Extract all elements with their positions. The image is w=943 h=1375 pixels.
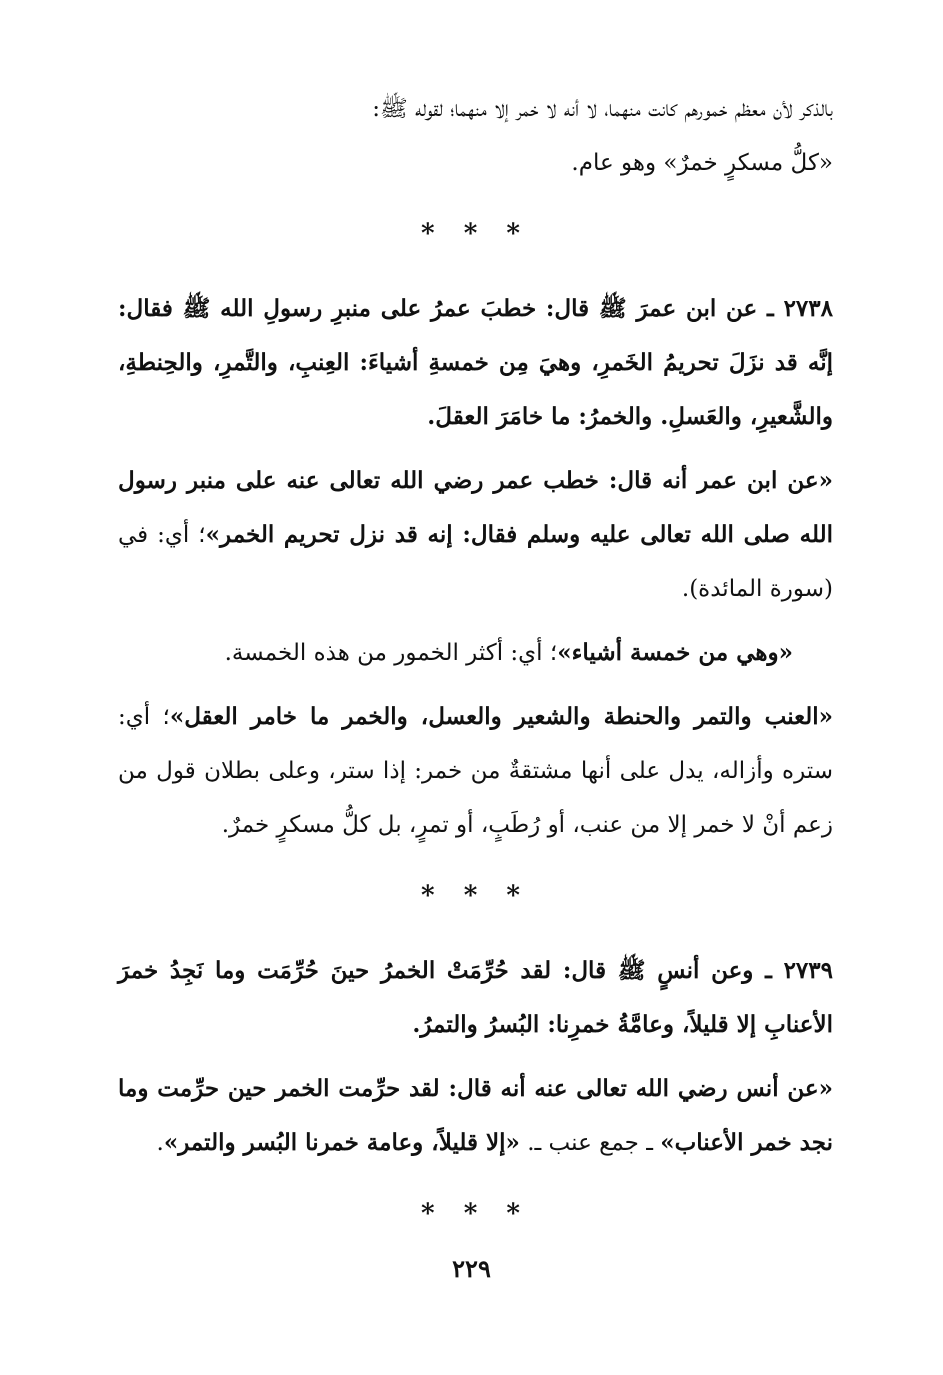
- commentary-end: .: [156, 1130, 164, 1156]
- commentary-quote: «عن أنس رضي الله تعالى عنه أنه قال: لقد حرِّمت الخمر حين حرِّمت وما نجد خمر الأعناب»: [118, 1075, 833, 1156]
- commentary-quote: «وهي من خمسة أشياء»: [557, 639, 793, 666]
- continuation-line-2: «كلُّ مسكرٍ خمرٌ» وهو عام.: [571, 150, 833, 176]
- continuation-paragraph: [118, 82, 833, 190]
- commentary-2738-paragraph-1: [118, 454, 833, 616]
- hadith-2739-text: ٢٧٣٩ ـ وعن أنسٍ ﷺ قال: لقد حُرِّمَتْ الخمرُ حينَ حُرِّمَت وما نَجِدُ خمرَ الأعنابِ إلا قليلاً، وعامَّةُ خمرِنا: البُسرُ والتمرُ.: [118, 957, 833, 1038]
- commentary-explanation: ؛ أي: ستره وأزاله، يدل على أنها مشتقةٌ من خمر: إذا ستر، وعلى بطلان قول من زعم أنْ لا خمر إلا من عنب، أو رُطَبٍ، أو تمرٍ، بل كلُّ مسكرٍ خمرٌ.: [118, 704, 833, 838]
- section-separator: * * *: [421, 219, 530, 249]
- commentary-2739-paragraph: [118, 1062, 833, 1170]
- commentary-quote: «العنب والتمر والحنطة والشعير والعسل، والخمر ما خامر العقل»: [169, 703, 833, 730]
- hadith-2738-text: ٢٧٣٨ ـ عن ابن عمرَ ﷺ قال: خطبَ عمرُ على منبرِ رسولِ الله ﷺ فقال: إنَّه قد نزَلَ تحريمُ الخَمرِ، وهيَ مِن خمسةِ أشياءَ: العِنبِ، والتَّمرِ، والحِنطةِ، والشَّعيرِ، والعَسلِ. والخمرُ: ما خامَرَ العقلَ.: [118, 295, 833, 430]
- commentary-2738-paragraph-3: [118, 690, 833, 852]
- commentary-explanation: ؛ أي: أكثر الخمور من هذه الخمسة.: [224, 640, 558, 666]
- commentary-quote: «عن ابن عمر أنه قال: خطب عمر رضي الله تعالى عنه على منبر رسول الله صلى الله تعالى عليه وسلم فقال: إنه قد نزل تحريم الخمر»: [118, 467, 833, 548]
- commentary-quote: «إلا قليلاً، وعامة خمرنا البُسر والتمر»: [163, 1129, 520, 1156]
- section-separator: * * *: [421, 881, 530, 911]
- continuation-line-1: بالذكر لأن معظم خمورهم كانت منهما، لا أنه لا خمر إلا منهما؛ لقوله ﷺ:: [372, 96, 833, 122]
- page-number: ٢٢٩: [452, 1254, 491, 1283]
- commentary-explanation: ؛ أي: في (سورة المائدة).: [118, 522, 833, 602]
- commentary-explanation: ـ جمع عنب ـ.: [519, 1130, 661, 1156]
- section-separator: * * *: [421, 1199, 530, 1229]
- commentary-2738-paragraph-2: [118, 626, 833, 680]
